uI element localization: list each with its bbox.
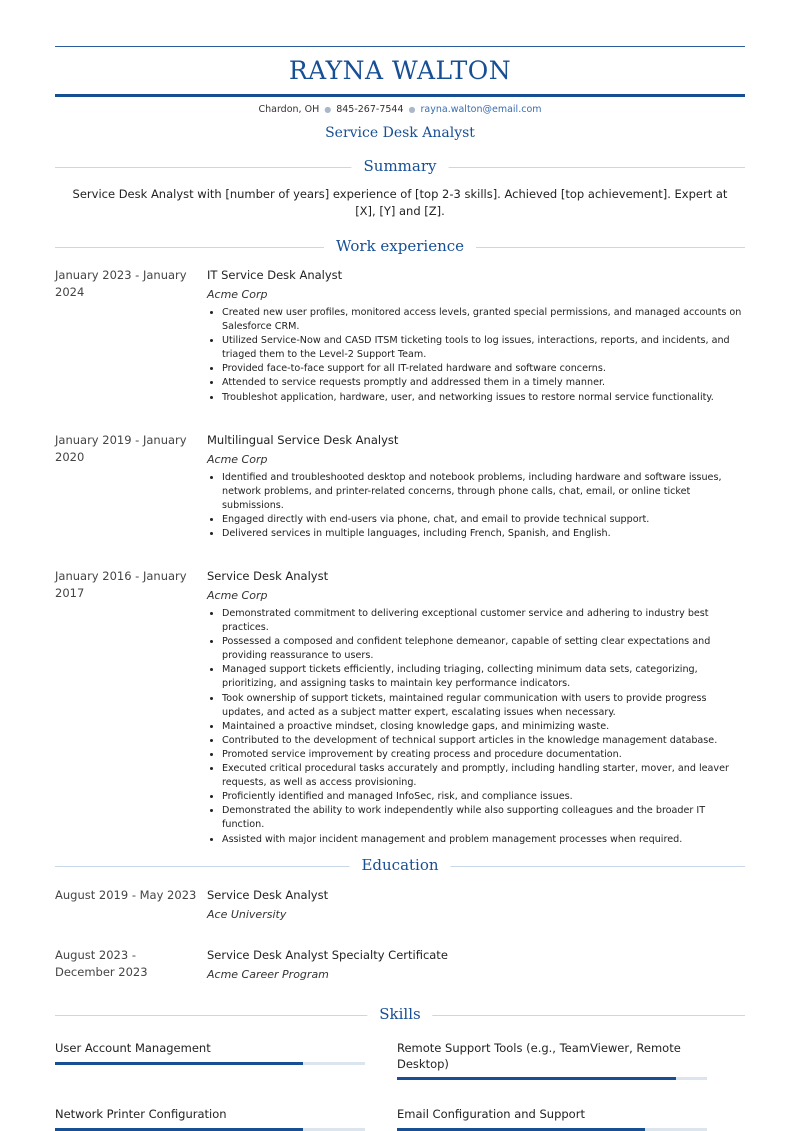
skills-heading xyxy=(55,1005,745,1025)
bullet-item: • Attended to service requests promptly and addressed them in a timely manner. xyxy=(222,376,745,390)
skill-name: Remote Support Tools (e.g., TeamViewer, Remote Desktop) xyxy=(397,1041,681,1071)
skill-level-bar xyxy=(55,1062,365,1065)
skill-level-bar xyxy=(397,1077,707,1080)
entry-school: Acme Career Program xyxy=(207,968,329,981)
entry-role: IT Service Desk Analyst xyxy=(207,268,343,282)
entry-company: Acme Corp xyxy=(207,288,268,301)
top-rule xyxy=(55,46,745,47)
entry-dates: August 2023 - December 2023 xyxy=(55,948,148,979)
bullet-item: • Provided face-to-face support for all IT-related hardware and software concerns. xyxy=(222,362,745,376)
summary-text: Service Desk Analyst with [number of years] experience of [top 2-3 skills]. Achieved [top achievement]. Expert at [X], [Y] and [Z]. xyxy=(72,187,728,218)
skill-level-fill xyxy=(55,1062,303,1065)
summary-heading xyxy=(55,157,745,177)
bullet-item: • Engaged directly with end-users via phone, chat, and email to provide technical support. xyxy=(222,513,745,527)
separator-dot-icon: ● xyxy=(408,105,416,114)
work-heading xyxy=(55,237,745,257)
bullet-list xyxy=(207,306,745,405)
entry-company: Acme Corp xyxy=(207,589,268,602)
section-title: Skills xyxy=(367,1005,432,1023)
bullet-item: • Promoted service improvement by creating process and procedure documentation. xyxy=(222,748,745,762)
bullet-item: • Assisted with major incident management and problem management processes when required. xyxy=(222,833,745,847)
bullet-item: • Troubleshot application, hardware, user, and networking issues to restore normal service functionality. xyxy=(222,391,745,405)
email-link[interactable]: rayna.walton@email.com xyxy=(420,104,542,115)
bullet-item: • Delivered services in multiple languages, including French, Spanish, and English. xyxy=(222,527,745,541)
bullet-item: • Proficiently identified and managed InfoSec, risk, and compliance issues. xyxy=(222,790,745,804)
bullet-item: • Managed support tickets efficiently, including triaging, collecting minimum data sets, categorizing, prioritizing, and assigning tasks to maintain key performance indicators. xyxy=(222,663,745,691)
name-underline xyxy=(55,94,745,97)
entry-dates: January 2019 - January 2020 xyxy=(55,433,187,464)
phone: 845-267-7544 xyxy=(336,104,404,115)
contact-line xyxy=(55,104,745,115)
bullet-list xyxy=(207,471,745,541)
entry-degree: Service Desk Analyst xyxy=(207,888,329,902)
bullet-item: • Contributed to the development of technical support articles in the knowledge management database. xyxy=(222,734,745,748)
location: Chardon, OH xyxy=(258,104,320,115)
section-title: Education xyxy=(349,856,450,874)
entry-dates: August 2019 - May 2023 xyxy=(55,888,197,902)
entry-company: Acme Corp xyxy=(207,453,268,466)
entry-dates: January 2016 - January 2017 xyxy=(55,569,187,600)
skill-level-fill xyxy=(397,1077,676,1080)
section-title: Summary xyxy=(352,157,449,175)
entry-dates: January 2023 - January 2024 xyxy=(55,268,187,299)
job-title: Service Desk Analyst xyxy=(325,125,475,141)
entry-school: Ace University xyxy=(207,908,287,921)
skill-name: Network Printer Configuration xyxy=(55,1107,227,1121)
skill-item xyxy=(55,1041,365,1065)
bullet-item: • Identified and troubleshooted desktop and notebook problems, including hardware and software issues, network problems, and printer-related concerns, through phone calls, chat, email, or online ticket submissions. xyxy=(222,471,745,513)
entry-degree: Service Desk Analyst Specialty Certificate xyxy=(207,948,448,962)
candidate-name: RAYNA WALTON xyxy=(288,56,512,85)
skill-name: User Account Management xyxy=(55,1041,211,1055)
bullet-item: • Took ownership of support tickets, maintained regular communication with users to provide progress updates, and acted as a subject matter expert, escalating issues when necessary. xyxy=(222,692,745,720)
bullet-item: • Possessed a composed and confident telephone demeanor, capable of setting clear expectations and providing reassurance to users. xyxy=(222,635,745,663)
section-title: Work experience xyxy=(324,237,476,255)
entry-role: Service Desk Analyst xyxy=(207,569,329,583)
bullet-item: • Demonstrated commitment to delivering exceptional customer service and adhering to industry best practices. xyxy=(222,607,745,635)
skill-item xyxy=(397,1107,707,1131)
skill-item xyxy=(55,1107,365,1131)
skill-item xyxy=(397,1041,707,1080)
bullet-item: • Maintained a proactive mindset, closing knowledge gaps, and minimizing waste. xyxy=(222,720,745,734)
bullet-item: • Executed critical procedural tasks accurately and promptly, including handling starter, mover, and leaver requests, as well as access provisioning. xyxy=(222,762,745,790)
bullet-item: • Demonstrated the ability to work independently while also supporting colleagues and the broader IT function. xyxy=(222,804,745,832)
education-heading xyxy=(55,856,745,876)
skill-name: Email Configuration and Support xyxy=(397,1107,585,1121)
bullet-list xyxy=(207,607,745,847)
bullet-item: • Utilized Service-Now and CASD ITSM ticketing tools to log issues, interactions, reports, and incidents, and triaged them to the Level-2 Support Team. xyxy=(222,334,745,362)
entry-role: Multilingual Service Desk Analyst xyxy=(207,433,399,447)
separator-dot-icon: ● xyxy=(324,105,332,114)
bullet-item: • Created new user profiles, monitored access levels, granted special permissions, and managed accounts on Salesforce CRM. xyxy=(222,306,745,334)
